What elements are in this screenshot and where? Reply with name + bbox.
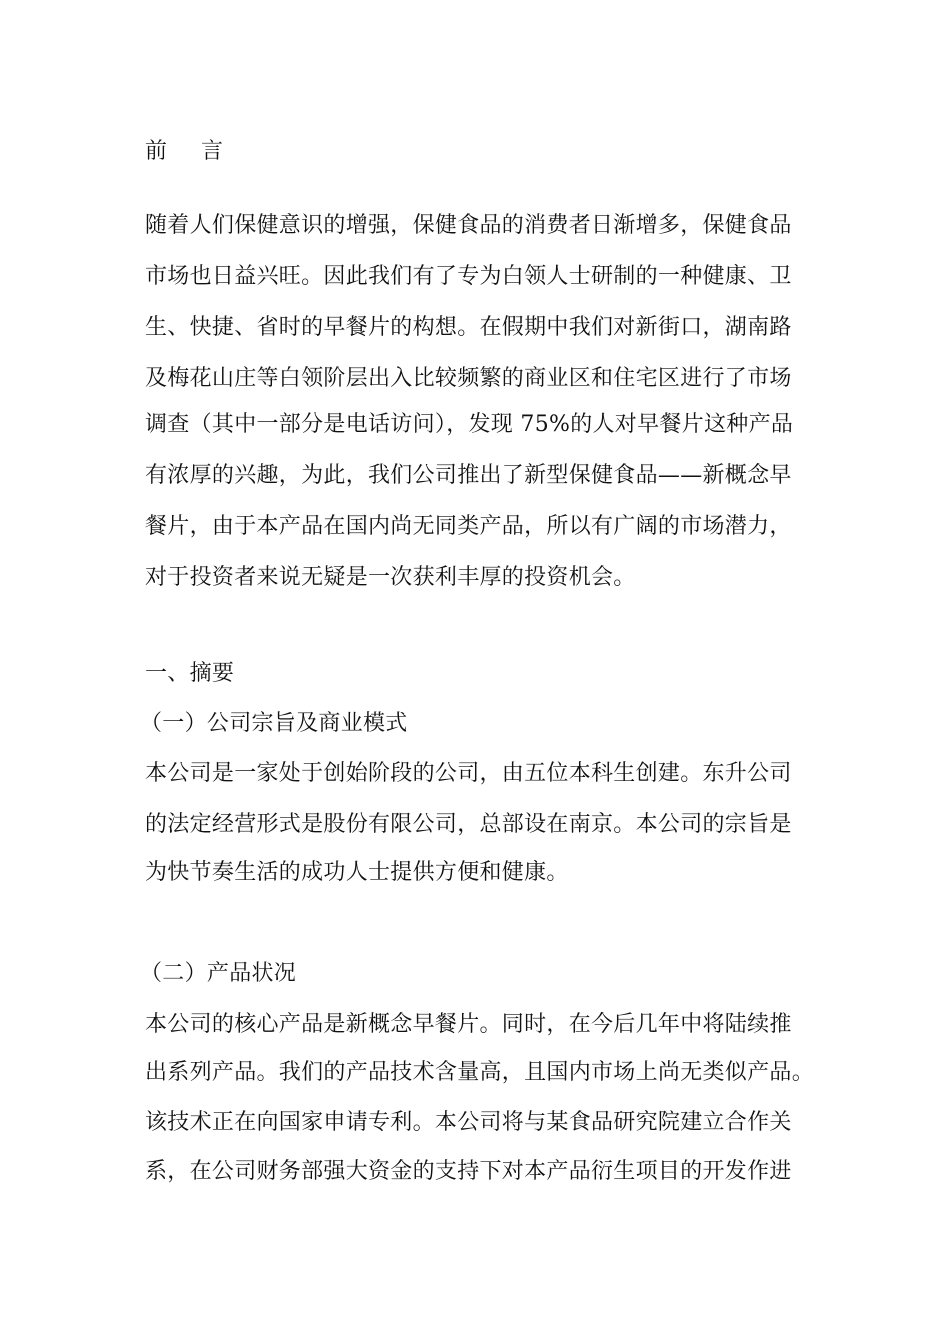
preface-line-6: 有浓厚的兴趣，为此，我们公司推出了新型保健食品——新概念早 bbox=[145, 463, 792, 488]
preface-line-1: 随着人们保健意识的增强，保健食品的消费者日渐增多，保健食品 bbox=[145, 213, 792, 238]
section-1-sub-1-line-1: 本公司是一家处于创始阶段的公司，由五位本科生创建。东升公司 bbox=[145, 761, 792, 786]
preface-line-3: 生、快捷、省时的早餐片的构想。在假期中我们对新街口，湖南路 bbox=[145, 315, 792, 340]
section-1-sub-1-line-3: 为快节奏生活的成功人士提供方便和健康。 bbox=[145, 860, 569, 885]
preface-title-left: 前 bbox=[145, 139, 168, 164]
preface-title bbox=[145, 139, 223, 165]
section-1-sub-2-line-1: 本公司的核心产品是新概念早餐片。同时，在今后几年中将陆续推 bbox=[145, 1012, 792, 1037]
preface-title-right: 言 bbox=[201, 139, 224, 164]
section-1-sub-2-line-3: 该技术正在向国家申请专利。本公司将与某食品研究院建立合作关 bbox=[145, 1110, 792, 1135]
preface-line-7: 餐片，由于本产品在国内尚无同类产品，所以有广阔的市场潜力， bbox=[145, 514, 792, 539]
section-1-title: 一、摘要 bbox=[145, 661, 235, 686]
preface-line-4: 及梅花山庄等白领阶层出入比较频繁的商业区和住宅区进行了市场 bbox=[145, 366, 792, 391]
section-1-sub-2-line-2: 出系列产品。我们的产品技术含量高，且国内市场上尚无类似产品。 bbox=[145, 1060, 815, 1085]
preface-line-8: 对于投资者来说无疑是一次获利丰厚的投资机会。 bbox=[145, 565, 636, 590]
section-1-sub-1-line-2: 的法定经营形式是股份有限公司，总部设在南京。本公司的宗旨是 bbox=[145, 812, 792, 837]
preface-line-5: 调查（其中一部分是电话访问），发现 75%的人对早餐片这种产品 bbox=[145, 412, 794, 437]
section-1-sub-2-line-4: 系，在公司财务部强大资金的支持下对本产品衍生项目的开发作进 bbox=[145, 1159, 792, 1184]
preface-line-2: 市场也日益兴旺。因此我们有了专为白领人士研制的一种健康、卫 bbox=[145, 264, 792, 289]
section-1-sub-1-title: （一）公司宗旨及商业模式 bbox=[140, 711, 408, 736]
section-1-sub-2-title: （二）产品状况 bbox=[140, 961, 297, 986]
